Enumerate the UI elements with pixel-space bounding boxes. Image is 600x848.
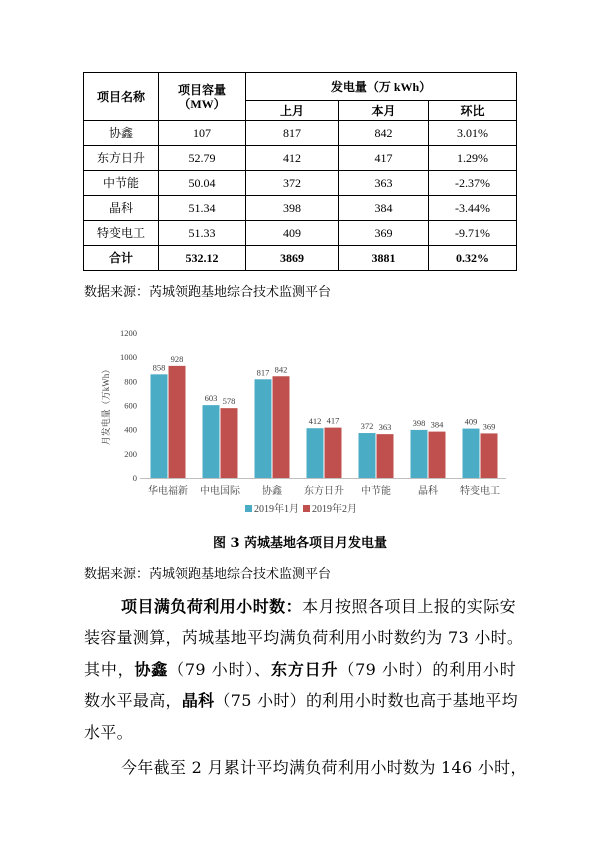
- bar-value-label: 817: [256, 367, 270, 378]
- y-tick-label: 400: [124, 424, 137, 435]
- chart-bar-s0-c6: [463, 429, 480, 478]
- chart-bar-s1-c1: [221, 408, 238, 478]
- table-row: [84, 171, 517, 196]
- chart-bar-s0-c3: [307, 428, 324, 478]
- cell-name: 协鑫: [84, 121, 159, 146]
- bar-value-label: 603: [204, 393, 218, 404]
- cell-name: 东方日升: [84, 146, 159, 171]
- cell-last-month: 409: [246, 221, 339, 246]
- bar-value-label: 578: [222, 396, 236, 407]
- header-this-month: 本月: [339, 101, 429, 121]
- monthly-generation-chart: [0, 315, 600, 530]
- figure-caption: 图 3 芮城基地各项目月发电量: [212, 536, 388, 551]
- legend-swatch-s0: [245, 505, 252, 512]
- paragraph-text: 本月按照各项目上报的实际安: [302, 597, 516, 616]
- cell-capacity: 532.12: [159, 246, 246, 271]
- table-row: [84, 196, 517, 221]
- cell-last-month: 412: [246, 146, 339, 171]
- paragraph-line-6: 今年截至 2 月累计平均满负荷利用小时数为 146 小时，: [121, 758, 527, 777]
- chart-bar-s0-c0: [151, 374, 168, 478]
- x-tick-label: 华电福新: [148, 486, 188, 497]
- chart-bar-s1-c0: [169, 366, 186, 478]
- paragraph-text: 其中，: [84, 660, 135, 679]
- header-mom: 环比: [429, 101, 517, 121]
- cell-this-month: 842: [339, 121, 429, 146]
- table-source-note: 数据来源：芮城领跑基地综合技术监测平台: [84, 285, 332, 300]
- cell-this-month: 363: [339, 171, 429, 196]
- bar-value-label: 384: [430, 419, 444, 430]
- cell-last-month: 817: [246, 121, 339, 146]
- header-generation: 发电量（万 kWh）: [246, 73, 517, 101]
- cell-mom: -2.37%: [429, 171, 517, 196]
- header-project-name: 项目名称: [84, 73, 159, 121]
- cell-this-month: 384: [339, 196, 429, 221]
- generation-table: [83, 72, 517, 271]
- chart-bar-s0-c2: [255, 379, 272, 478]
- y-tick-label: 1200: [120, 328, 137, 338]
- chart-bar-s1-c4: [377, 434, 394, 478]
- paragraph-emphasis: 晶科: [181, 691, 215, 710]
- y-axis-label: 月发电量（万kWh）: [101, 364, 111, 446]
- cell-mom: 1.29%: [429, 146, 517, 171]
- cell-mom: -9.71%: [429, 221, 517, 246]
- cell-name: 特变电工: [84, 221, 159, 246]
- paragraph-line-2: 装容量测算，芮城基地平均满负荷利用小时数约为 73 小时。: [84, 628, 524, 647]
- chart-bar-s1-c2: [273, 376, 290, 478]
- bar-value-label: 928: [170, 353, 184, 364]
- paragraph-text: （79 小时）、: [168, 660, 272, 679]
- chart-bar-s0-c1: [203, 405, 220, 478]
- legend-label-s1: 2019年2月: [312, 504, 357, 515]
- cell-name: 晶科: [84, 196, 159, 221]
- y-tick-label: 200: [124, 448, 137, 459]
- cell-capacity: 51.33: [159, 221, 246, 246]
- bar-value-label: 369: [482, 421, 496, 432]
- chart-bar-s0-c4: [359, 433, 376, 478]
- paragraph-line-5: 水平。: [84, 723, 133, 742]
- cell-capacity: 52.79: [159, 146, 246, 171]
- paragraph-line-1: [121, 596, 516, 618]
- bar-value-label: 409: [464, 416, 478, 427]
- cell-mom: 3.01%: [429, 121, 517, 146]
- x-tick-label: 东方日升: [304, 486, 344, 497]
- x-tick-label: 中电国际: [200, 486, 240, 497]
- header-capacity-line1: 项目容量: [177, 82, 226, 97]
- cell-mom: 0.32%: [429, 246, 517, 271]
- header-capacity-line2: （MW）: [178, 96, 226, 111]
- bar-value-label: 363: [378, 422, 392, 433]
- y-tick-label: 1000: [120, 352, 137, 363]
- cell-capacity: 50.04: [159, 171, 246, 196]
- chart-bar-s1-c3: [325, 428, 342, 478]
- cell-name: 中节能: [84, 171, 159, 196]
- paragraph-emphasis: 协鑫: [134, 660, 169, 679]
- y-tick-label: 800: [124, 376, 137, 387]
- chart-bar-s1-c5: [429, 432, 446, 478]
- x-tick-label: 特变电工: [460, 486, 500, 497]
- chart-bar-s0-c5: [411, 430, 428, 478]
- cell-last-month: 398: [246, 196, 339, 221]
- cell-this-month: 369: [339, 221, 429, 246]
- y-tick-label: 0: [132, 473, 137, 483]
- x-tick-label: 协鑫: [262, 486, 282, 497]
- cell-capacity: 107: [159, 121, 246, 146]
- bar-value-label: 412: [308, 416, 322, 427]
- cell-this-month: 3881: [339, 246, 429, 271]
- x-tick-label: 晶科: [418, 486, 438, 497]
- paragraph-heading: 项目满负荷利用小时数：: [121, 597, 303, 616]
- table-total-row: [84, 246, 517, 271]
- x-tick-label: 中节能: [361, 486, 391, 497]
- y-tick-label: 600: [124, 400, 137, 411]
- bar-value-label: 398: [412, 417, 426, 428]
- bar-value-label: 858: [152, 362, 166, 373]
- paragraph-line-3: [84, 659, 516, 681]
- bar-value-label: 372: [360, 421, 374, 432]
- chart-bar-s1-c6: [481, 433, 498, 478]
- paragraph-text: 数水平最高，: [84, 691, 182, 710]
- header-last-month: 上月: [246, 101, 339, 121]
- paragraph-line-4: [84, 690, 516, 712]
- cell-last-month: 372: [246, 171, 339, 196]
- table-row: [84, 221, 517, 246]
- header-capacity: [159, 73, 246, 121]
- cell-mom: -3.44%: [429, 196, 517, 221]
- cell-last-month: 3869: [246, 246, 339, 271]
- bar-value-label: 417: [326, 415, 340, 426]
- cell-capacity: 51.34: [159, 196, 246, 221]
- bar-value-label: 842: [274, 364, 288, 375]
- table-row: [84, 121, 517, 146]
- cell-name: 合计: [84, 246, 159, 271]
- legend-label-s0: 2019年1月: [254, 504, 299, 515]
- cell-this-month: 417: [339, 146, 429, 171]
- chart-source-note: 数据来源：芮城领跑基地综合技术监测平台: [84, 567, 332, 582]
- legend-swatch-s1: [303, 505, 310, 512]
- paragraph-text: （75 小时）的利用小时数也高于基地平均: [214, 691, 518, 710]
- paragraph-emphasis: 东方日升: [271, 660, 339, 679]
- paragraph-text: （79 小时）的利用小时: [338, 660, 516, 679]
- table-row: [84, 146, 517, 171]
